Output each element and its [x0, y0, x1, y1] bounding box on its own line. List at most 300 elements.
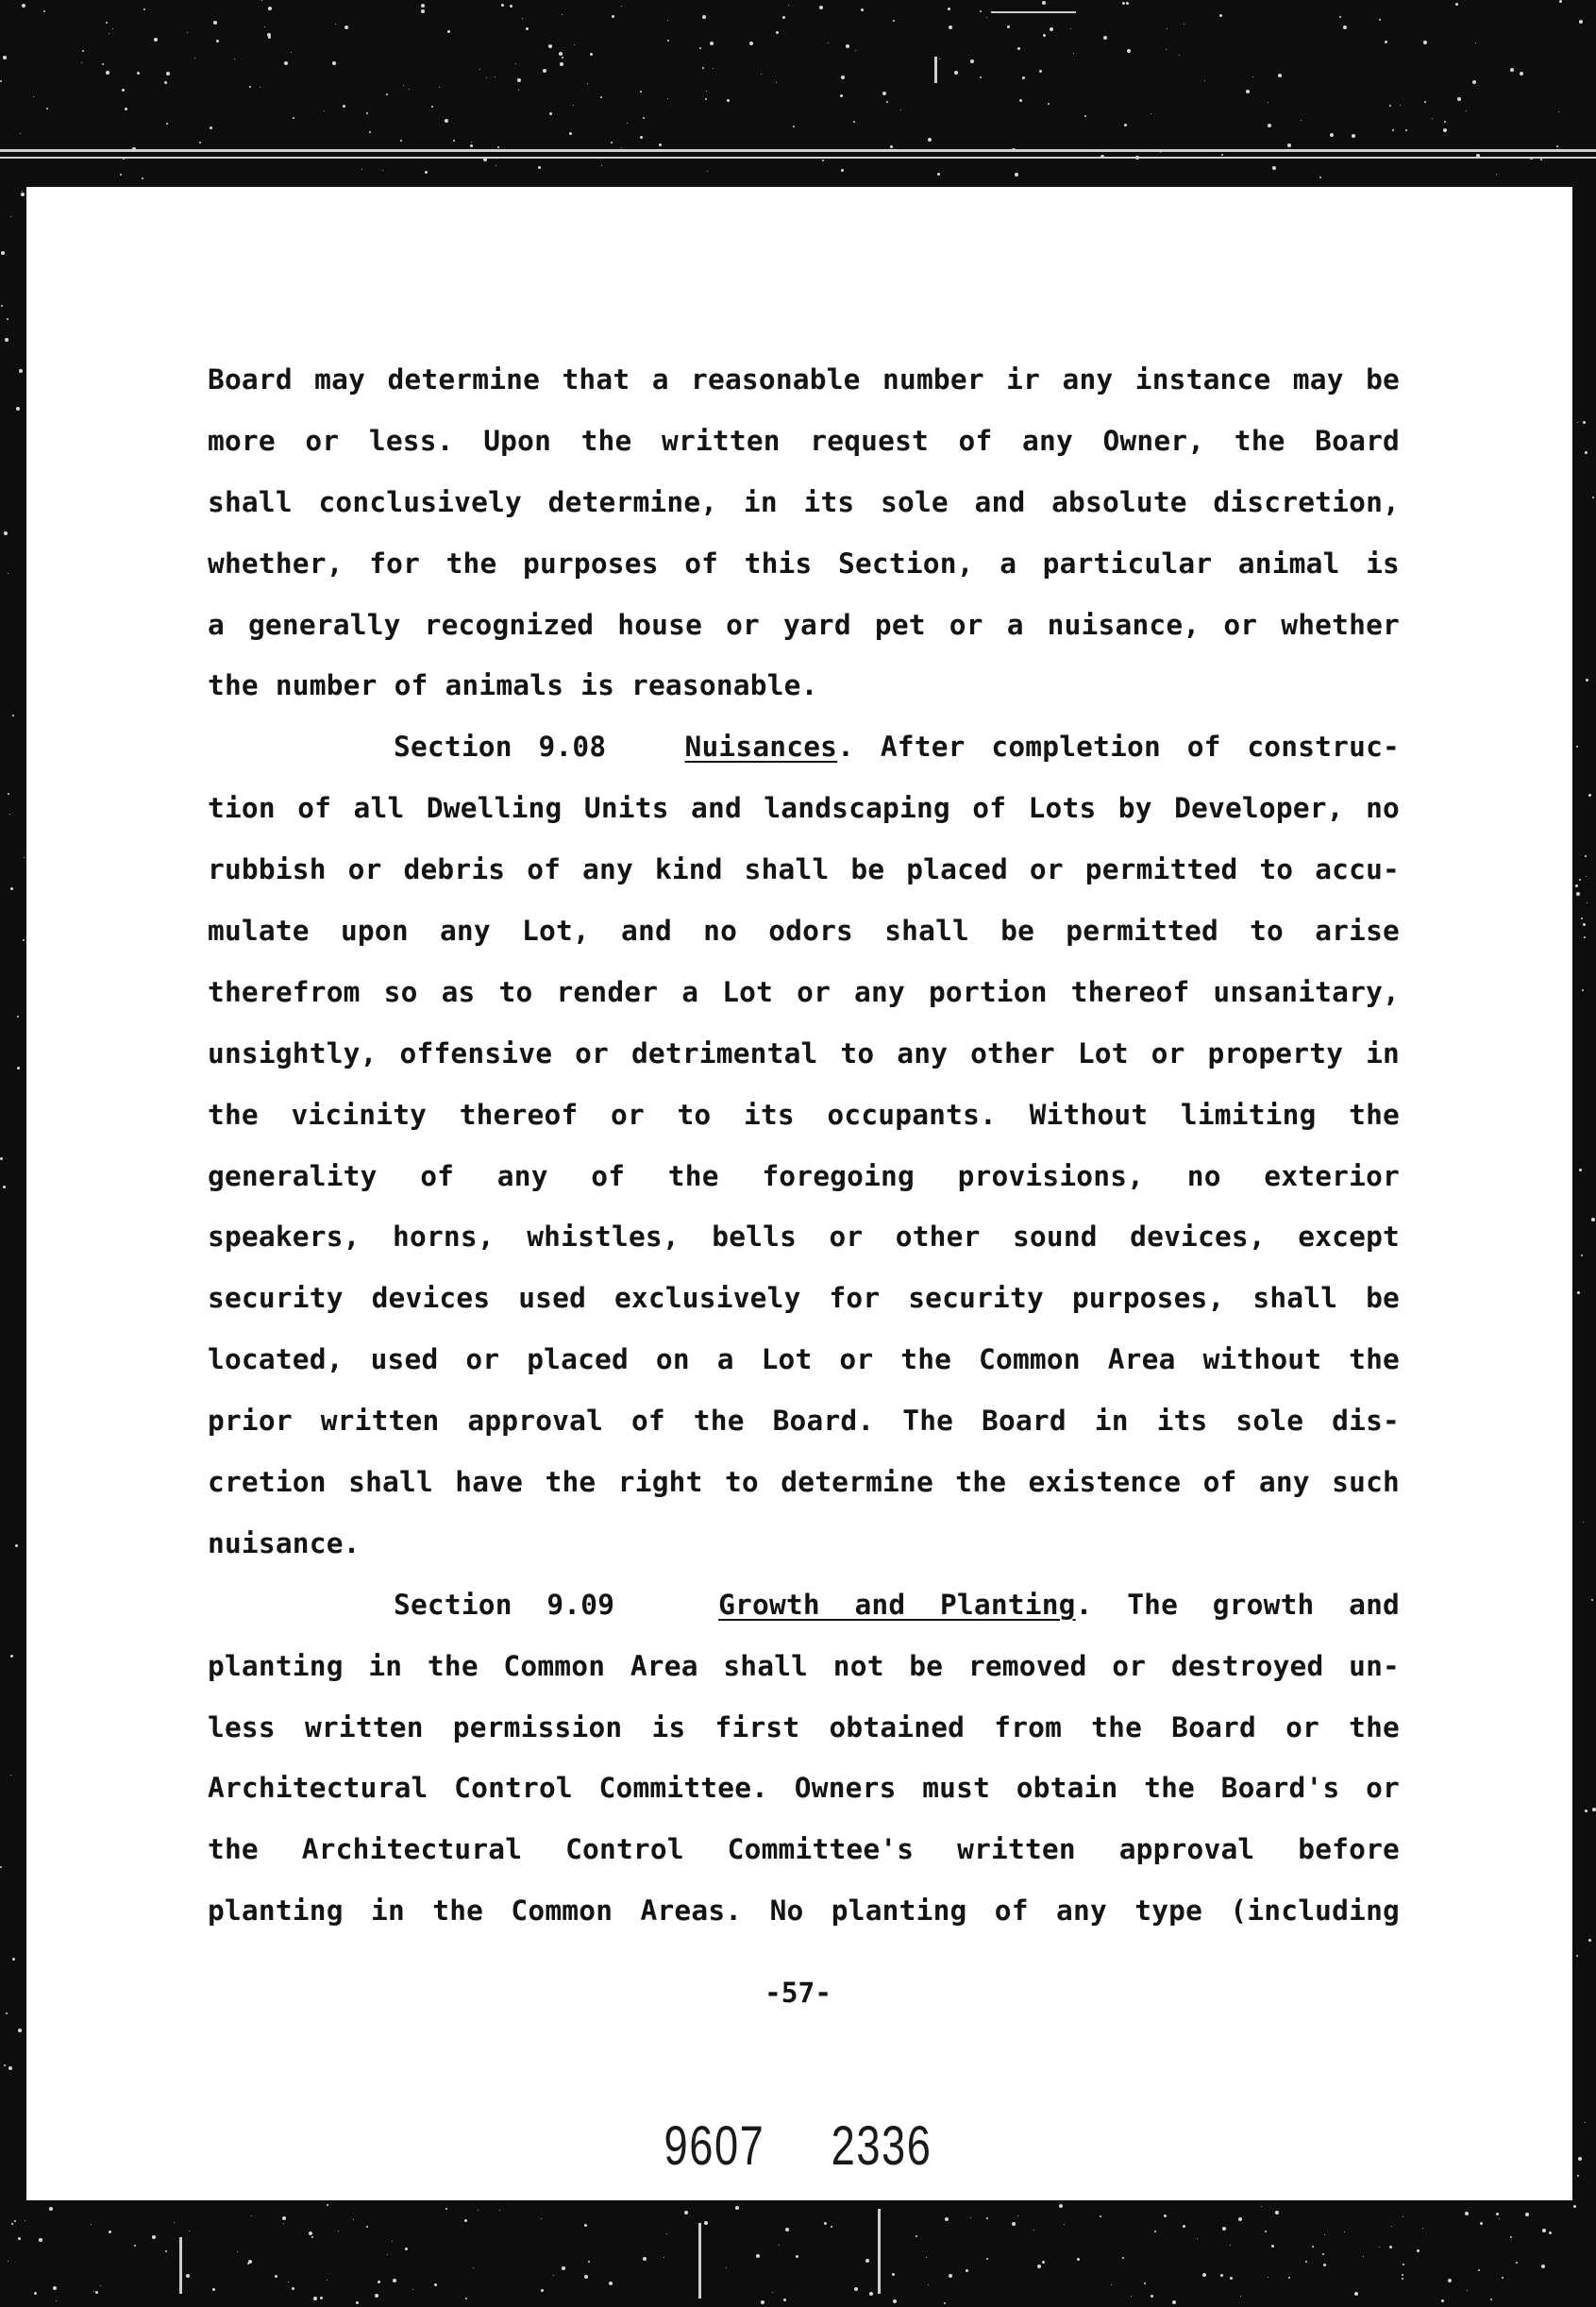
noise-speck	[378, 2281, 380, 2283]
noise-speck	[9, 814, 10, 815]
noise-speck	[154, 38, 158, 42]
noise-speck	[1444, 121, 1446, 123]
noise-speck	[541, 2289, 544, 2292]
noise-speck	[560, 62, 563, 66]
noise-speck	[237, 2251, 238, 2252]
noise-speck	[828, 42, 829, 43]
text-line: more or less. Upon the written request of any Owner, the Board	[208, 424, 1400, 457]
noise-speck	[793, 126, 795, 127]
noise-speck	[1588, 794, 1591, 797]
noise-speck	[1042, 2261, 1045, 2264]
noise-speck	[10, 216, 11, 217]
noise-speck	[311, 2236, 313, 2238]
noise-speck	[783, 2299, 786, 2301]
noise-speck	[1019, 99, 1022, 102]
noise-speck	[928, 138, 932, 142]
noise-speck	[1573, 2205, 1576, 2208]
section-first-line-rest: . After completion of construc-	[837, 731, 1400, 764]
noise-speck	[824, 2222, 827, 2225]
noise-speck	[1354, 2292, 1358, 2296]
noise-speck	[18, 2237, 21, 2240]
noise-speck	[1391, 2226, 1392, 2227]
noise-speck	[749, 42, 753, 45]
body-text	[208, 349, 1400, 1942]
noise-speck	[1583, 923, 1586, 926]
noise-speck	[478, 2210, 479, 2211]
text-line: Architectural Control Committee. Owners must obtain the Board's or	[208, 1772, 1400, 1805]
noise-speck	[841, 76, 845, 79]
noise-speck	[1575, 884, 1578, 887]
noise-speck	[1288, 2277, 1290, 2279]
noise-speck	[1379, 19, 1381, 21]
noise-speck	[538, 166, 541, 169]
noise-speck	[194, 58, 195, 59]
noise-streak	[0, 157, 1596, 159]
noise-speck	[854, 2287, 858, 2291]
noise-speck	[707, 171, 708, 172]
noise-speck	[1472, 80, 1476, 84]
noise-speck	[609, 2282, 613, 2285]
noise-speck	[1591, 1599, 1593, 1601]
noise-speck	[1220, 2274, 1223, 2277]
noise-speck	[727, 99, 730, 102]
noise-speck	[283, 2223, 284, 2224]
noise-speck	[1578, 2157, 1582, 2161]
noise-speck	[264, 26, 265, 27]
noise-speck	[900, 109, 901, 110]
noise-speck	[1007, 25, 1010, 28]
noise-speck	[819, 6, 823, 9]
noise-speck	[12, 1958, 15, 1961]
noise-speck	[165, 2250, 167, 2252]
noise-speck	[327, 2280, 328, 2281]
noise-speck	[865, 2259, 869, 2263]
noise-speck	[1252, 76, 1253, 77]
noise-speck	[621, 6, 622, 7]
noise-speck	[1591, 1218, 1595, 1221]
noise-speck	[1324, 2234, 1325, 2235]
noise-speck	[966, 2269, 968, 2272]
text-line: the Architectural Control Committee's written approval before	[208, 1833, 1400, 1866]
noise-speck	[1, 305, 3, 307]
noise-speck	[10, 1775, 11, 1776]
text-line: cretion shall have the right to determine the existence of any such	[208, 1466, 1400, 1499]
noise-speck	[1579, 879, 1581, 881]
noise-speck	[327, 2204, 328, 2206]
noise-speck	[1586, 679, 1588, 682]
noise-speck	[1230, 2277, 1233, 2280]
noise-speck	[39, 2238, 42, 2242]
noise-speck	[91, 2224, 92, 2225]
noise-speck	[1405, 129, 1407, 131]
noise-speck	[125, 108, 127, 110]
noise-speck	[1592, 1808, 1596, 1811]
noise-speck	[1221, 154, 1223, 156]
text-line: prior written approval of the Board. The Board in its sole dis-	[208, 1405, 1400, 1438]
noise-speck	[447, 30, 450, 33]
noise-speck	[584, 2224, 587, 2227]
noise-speck	[343, 105, 345, 108]
noise-speck	[822, 160, 824, 161]
noise-speck	[1122, 2, 1125, 5]
noise-speck	[275, 2275, 277, 2278]
noise-speck	[22, 191, 23, 192]
noise-speck	[1166, 49, 1167, 50]
noise-speck	[1588, 1939, 1591, 1942]
noise-speck	[1480, 2222, 1483, 2225]
noise-speck	[248, 2260, 252, 2264]
noise-speck	[1037, 2265, 1041, 2268]
noise-speck	[549, 112, 552, 115]
noise-speck	[1070, 28, 1071, 29]
noise-speck	[1301, 120, 1302, 121]
noise-speck	[93, 2291, 94, 2292]
noise-speck	[412, 2289, 413, 2290]
noise-speck	[1287, 143, 1291, 147]
noise-speck	[320, 2297, 323, 2299]
noise-speck	[1219, 14, 1222, 17]
noise-speck	[705, 98, 707, 100]
noise-speck	[112, 28, 113, 29]
noise-speck	[1499, 2218, 1500, 2219]
noise-speck	[1033, 2230, 1034, 2231]
noise-speck	[1330, 133, 1334, 137]
noise-speck	[1581, 918, 1583, 919]
section-first-line-rest: . The growth and	[1075, 1588, 1400, 1621]
noise-speck	[1467, 2290, 1468, 2291]
noise-speck	[1048, 103, 1050, 105]
noise-speck	[1576, 746, 1578, 748]
noise-speck	[543, 69, 546, 73]
noise-speck	[1126, 2, 1129, 5]
noise-speck	[1043, 34, 1046, 37]
noise-speck	[53, 2286, 57, 2290]
noise-speck	[1576, 892, 1580, 896]
noise-speck	[541, 2218, 542, 2219]
noise-speck	[1502, 2277, 1504, 2279]
noise-speck	[1556, 145, 1558, 147]
noise-speck	[756, 2254, 760, 2258]
noise-speck	[1059, 2204, 1063, 2208]
noise-speck	[174, 2222, 175, 2223]
noise-speck	[313, 2297, 317, 2300]
noise-speck	[1525, 2213, 1529, 2216]
noise-speck	[199, 142, 201, 143]
noise-speck	[369, 131, 371, 133]
noise-speck	[1455, 3, 1458, 6]
noise-speck	[3, 1186, 6, 1188]
noise-speck	[779, 2245, 780, 2246]
noise-speck	[470, 144, 473, 147]
noise-speck	[4, 2064, 6, 2066]
noise-speck	[1541, 2265, 1545, 2268]
noise-speck	[861, 8, 864, 11]
noise-speck	[886, 101, 888, 103]
noise-speck	[1312, 2246, 1314, 2248]
noise-speck	[986, 17, 987, 18]
noise-speck	[510, 5, 512, 8]
noise-speck	[166, 72, 170, 76]
noise-speck	[710, 42, 714, 45]
noise-speck	[445, 119, 448, 123]
noise-speck	[445, 2208, 447, 2210]
noise-speck	[23, 939, 25, 941]
noise-speck	[986, 2217, 988, 2219]
noise-speck	[309, 2231, 312, 2235]
noise-speck	[81, 62, 82, 63]
noise-speck	[366, 112, 368, 114]
noise-speck	[1064, 2224, 1065, 2225]
noise-streak	[179, 2237, 182, 2294]
noise-speck	[1392, 129, 1394, 131]
noise-speck	[772, 2292, 773, 2293]
noise-speck	[893, 2299, 897, 2303]
noise-speck	[1403, 2264, 1404, 2265]
noise-speck	[166, 123, 168, 125]
noise-speck	[1240, 2296, 1241, 2297]
noise-speck	[1478, 2269, 1480, 2271]
text-line: planting in the Common Areas. No planting of any type (including	[208, 1894, 1400, 1928]
text-line: nuisance.	[208, 1526, 361, 1559]
noise-speck	[421, 9, 425, 13]
noise-speck	[1592, 497, 1594, 498]
noise-speck	[1111, 2284, 1112, 2285]
noise-speck	[1587, 902, 1588, 903]
noise-speck	[1164, 2214, 1167, 2217]
noise-speck	[1510, 68, 1514, 72]
noise-speck	[1275, 2211, 1279, 2214]
noise-speck	[1549, 2231, 1552, 2234]
noise-speck	[588, 2261, 590, 2263]
noise-speck	[1379, 2247, 1380, 2248]
noise-speck	[1352, 134, 1355, 138]
noise-speck	[212, 2288, 215, 2291]
noise-speck	[785, 2228, 789, 2231]
noise-speck	[1423, 41, 1427, 44]
noise-speck	[1127, 49, 1131, 53]
noise-speck	[24, 857, 25, 858]
noise-speck	[425, 171, 428, 174]
noise-speck	[1323, 2264, 1326, 2266]
noise-speck	[1520, 72, 1523, 76]
noise-speck	[1103, 36, 1107, 40]
noise-speck	[948, 8, 950, 10]
noise-speck	[892, 2273, 895, 2276]
page-number: -57-	[764, 1977, 832, 2009]
noise-speck	[666, 2233, 667, 2234]
noise-speck	[869, 2292, 873, 2296]
noise-speck	[928, 2284, 929, 2285]
text-line: a generally recognized house or yard pet or a nuisance, or whether	[208, 608, 1400, 641]
noise-speck	[1516, 2262, 1518, 2264]
noise-speck	[1167, 28, 1168, 29]
noise-speck	[1012, 2222, 1016, 2226]
noise-speck	[1582, 989, 1584, 991]
noise-speck	[667, 98, 668, 99]
noise-speck	[1271, 2245, 1274, 2248]
noise-speck	[840, 94, 843, 97]
noise-streak	[0, 149, 1596, 152]
noise-speck	[17, 1016, 19, 1018]
noise-speck	[100, 2285, 101, 2286]
noise-speck	[1022, 76, 1025, 79]
noise-speck	[1154, 2231, 1156, 2232]
noise-speck	[1402, 2274, 1403, 2276]
noise-speck	[562, 57, 563, 59]
noise-speck	[600, 96, 602, 98]
noise-speck	[1122, 2257, 1124, 2259]
noise-speck	[1222, 2227, 1226, 2231]
noise-streak	[934, 57, 937, 83]
noise-speck	[761, 2300, 764, 2304]
noise-speck	[1559, 0, 1562, 3]
noise-speck	[1475, 42, 1476, 43]
noise-speck	[1077, 2258, 1080, 2261]
noise-speck	[386, 93, 388, 95]
noise-speck	[10, 1655, 13, 1658]
noise-speck	[735, 2206, 739, 2210]
noise-speck	[400, 140, 402, 142]
noise-speck	[926, 2257, 927, 2258]
noise-speck	[213, 21, 217, 25]
text-line: generality of any of the foregoing provisions, no exterior	[208, 1159, 1400, 1192]
text-line: shall conclusively determine, in its sole and absolute discretion,	[208, 485, 1400, 518]
noise-speck	[1422, 2228, 1423, 2229]
noise-speck	[1579, 1169, 1582, 1171]
noise-speck	[95, 2291, 98, 2294]
noise-speck	[831, 2226, 832, 2228]
noise-speck	[210, 126, 212, 129]
noise-speck	[548, 44, 552, 48]
noise-speck	[590, 53, 593, 56]
noise-speck	[1305, 2261, 1307, 2263]
noise-speck	[1496, 2213, 1499, 2215]
noise-speck	[1577, 2175, 1579, 2177]
noise-speck	[1042, 1, 1046, 5]
noise-speck	[1465, 2212, 1469, 2215]
text-line: security devices used exclusively for security purposes, shall be	[208, 1282, 1400, 1315]
noise-speck	[4, 531, 8, 535]
noise-speck	[1579, 20, 1583, 24]
noise-speck	[434, 2283, 437, 2286]
noise-speck	[1402, 2278, 1403, 2280]
noise-speck	[46, 108, 48, 109]
noise-speck	[518, 90, 519, 91]
noise-speck	[1179, 55, 1180, 56]
noise-speck	[945, 2217, 949, 2221]
text-line: speakers, horns, whistles, bells or other sound devices, except	[208, 1221, 1400, 1254]
noise-speck	[405, 2248, 408, 2250]
noise-speck	[11, 2223, 13, 2225]
noise-speck	[164, 81, 167, 84]
noise-speck	[1268, 124, 1271, 127]
noise-speck	[353, 2219, 354, 2220]
noise-speck	[0, 80, 2, 82]
noise-speck	[152, 2235, 156, 2239]
noise-speck	[1246, 90, 1250, 93]
noise-speck	[473, 2267, 474, 2268]
noise-speck	[1586, 876, 1587, 877]
noise-speck	[137, 72, 140, 75]
noise-speck	[1400, 105, 1401, 106]
noise-speck	[479, 69, 480, 70]
noise-speck	[627, 123, 628, 124]
noise-speck	[102, 63, 104, 65]
noise-speck	[1204, 80, 1205, 81]
noise-speck	[1261, 2206, 1262, 2207]
noise-speck	[1424, 101, 1426, 103]
noise-speck	[291, 52, 292, 53]
noise-speck	[109, 2231, 111, 2233]
noise-speck	[335, 24, 336, 25]
noise-speck	[949, 2274, 952, 2278]
noise-speck	[1144, 2282, 1146, 2284]
text-line: therefrom so as to render a Lot or any portion thereof unsanitary,	[208, 975, 1400, 1008]
text-line: planting in the Common Area shall not be removed or destroyed un-	[208, 1649, 1400, 1682]
noise-speck	[643, 117, 645, 119]
noise-speck	[361, 169, 362, 170]
noise-speck	[1238, 2217, 1242, 2221]
noise-speck	[1197, 2238, 1198, 2239]
noise-speck	[893, 20, 895, 22]
noise-speck	[1581, 1255, 1583, 1256]
noise-speck	[782, 16, 785, 19]
noise-speck	[667, 20, 668, 21]
noise-speck	[612, 15, 614, 18]
noise-speck	[43, 10, 45, 12]
noise-speck	[761, 74, 762, 75]
noise-speck	[187, 32, 188, 33]
noise-speck	[282, 2216, 286, 2220]
noise-speck	[1577, 1291, 1580, 1294]
noise-speck	[522, 18, 523, 19]
noise-speck	[471, 142, 472, 143]
noise-speck	[569, 132, 572, 135]
noise-speck	[659, 143, 662, 146]
noise-speck	[186, 2274, 190, 2278]
noise-speck	[949, 25, 952, 29]
noise-speck	[356, 2301, 359, 2304]
noise-speck	[1272, 166, 1276, 170]
noise-speck	[19, 369, 23, 373]
noise-speck	[1015, 173, 1018, 177]
noise-speck	[14, 2220, 16, 2222]
noise-speck	[890, 145, 893, 148]
noise-speck	[1322, 2253, 1324, 2255]
noise-speck	[1540, 159, 1542, 160]
noise-speck	[21, 193, 25, 196]
noise-speck	[1585, 451, 1588, 454]
noise-speck	[8, 2066, 12, 2070]
noise-speck	[640, 91, 642, 93]
noise-speck	[776, 82, 777, 83]
noise-speck	[601, 165, 602, 166]
noise-speck	[1389, 2246, 1392, 2248]
noise-speck	[1363, 2256, 1364, 2257]
document-number-right: 2336	[831, 2115, 932, 2177]
noise-speck	[268, 7, 272, 10]
noise-streak	[991, 11, 1076, 13]
noise-speck	[882, 92, 886, 95]
noise-speck	[1457, 97, 1461, 101]
noise-speck	[6, 2012, 8, 2014]
document-number-left: 9607	[664, 2115, 765, 2177]
noise-speck	[431, 106, 433, 108]
noise-speck	[1124, 124, 1127, 126]
text-line: the number of animals is reasonable.	[208, 669, 818, 702]
noise-speck	[22, 4, 25, 8]
noise-speck	[267, 33, 271, 37]
